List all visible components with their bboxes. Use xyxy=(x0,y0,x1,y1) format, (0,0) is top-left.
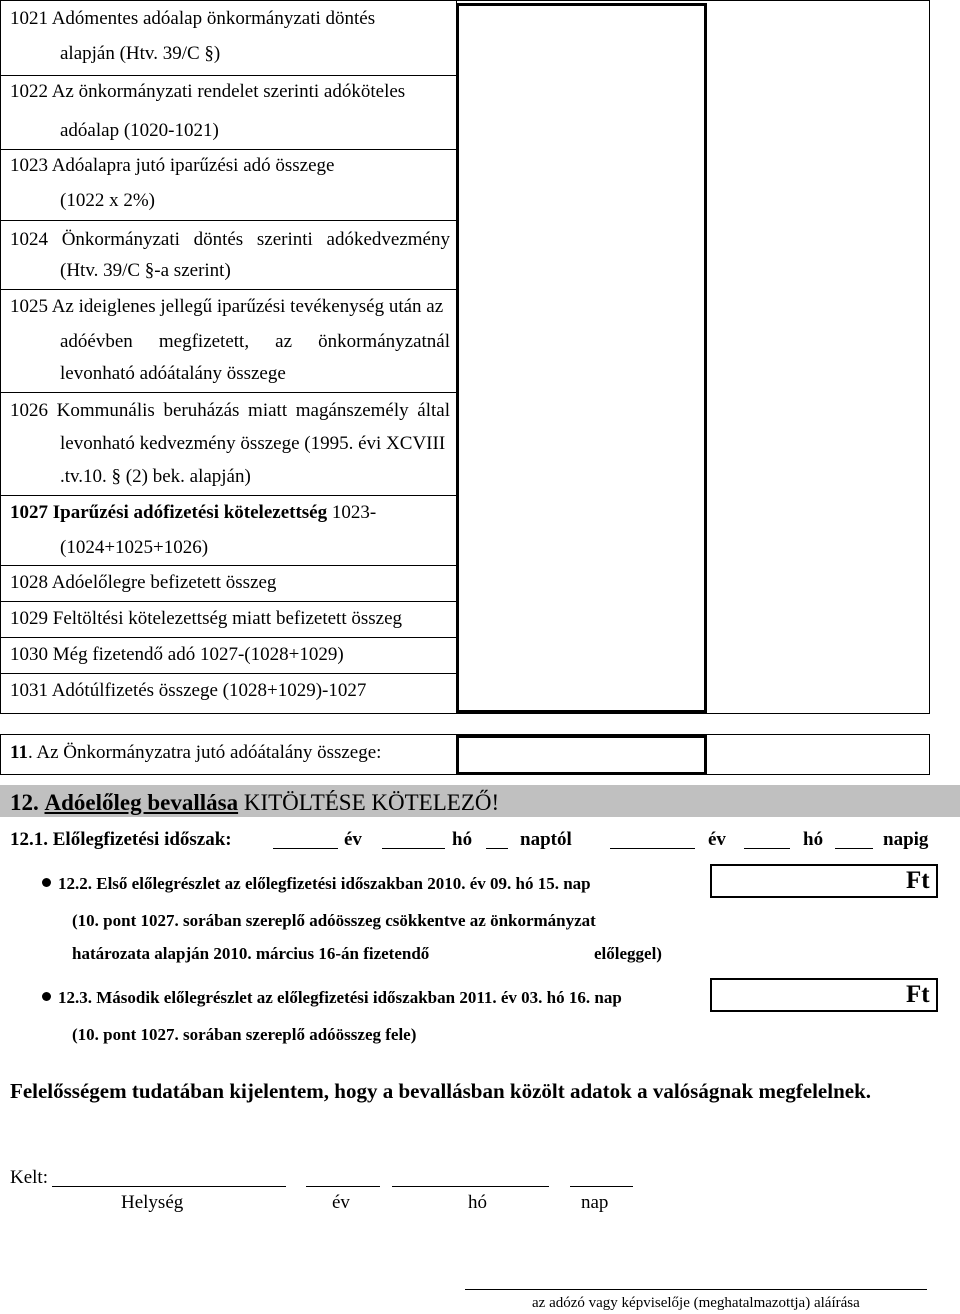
item-12-3-line2: (10. pont 1027. sorában szereplő adóösszeg fele) xyxy=(72,1025,417,1044)
row-1022-line1: 1022 Az önkormányzati rendelet szerinti adóköteles xyxy=(10,81,406,102)
value-box-section-11[interactable] xyxy=(456,735,707,775)
row-1027-bold-label: 1027 Iparűzési adófizetési kötelezettség xyxy=(10,502,328,523)
kelt-label: Kelt: xyxy=(10,1167,48,1188)
period-month-from-field[interactable] xyxy=(382,848,445,849)
row-1023-line1: 1023 Adóalapra jutó iparűzési adó összege xyxy=(10,155,335,176)
item-12-2-line3a: határozata alapján 2010. március 16-án fizetendő xyxy=(72,944,430,963)
row-separator xyxy=(0,289,457,290)
section-12-title xyxy=(10,790,499,816)
row-1027-line2: (1024+1025+1026) xyxy=(60,537,209,558)
period-day-to-field[interactable] xyxy=(835,848,873,849)
row-1023-line2: (1022 x 2%) xyxy=(60,190,155,211)
period-year-from-field[interactable] xyxy=(273,848,338,849)
row-separator xyxy=(0,601,457,602)
value-box-1021-1031[interactable] xyxy=(456,3,707,713)
period-month-to-field[interactable] xyxy=(744,848,790,849)
section-12-number: 12. xyxy=(10,790,39,815)
amount-unit-12-3: Ft xyxy=(906,981,930,1008)
row-separator xyxy=(0,75,457,76)
item-12-2-line3b: előleggel) xyxy=(594,944,662,963)
section-11-text: . Az Önkormányzatra jutó adóátalány összege: xyxy=(27,742,382,763)
row-1025-line3: levonható adóátalány összege xyxy=(60,363,286,384)
ev-label: év xyxy=(332,1192,350,1213)
row-separator xyxy=(0,637,457,638)
row-1031: 1031 Adótúlfizetés összege (1028+1029)-1027 xyxy=(10,680,367,701)
declaration-text: Felelősségem tudatában kijelentem, hogy a bevallásban közölt adatok a valóságnak megfelelnek. xyxy=(10,1079,872,1103)
item-12-3-line1: 12.3. Második előlegrészlet az előlegfizetési időszakban 2011. év 03. hó 16. nap xyxy=(58,988,622,1007)
row-1030: 1030 Még fizetendő adó 1027-(1028+1029) xyxy=(10,644,344,665)
signature-line[interactable] xyxy=(465,1289,927,1290)
row-1021-line1: 1021 Adómentes adóalap önkormányzati döntés xyxy=(10,8,376,29)
amount-unit-12-2: Ft xyxy=(906,867,930,894)
row-1027-formula: 1023- xyxy=(327,502,377,523)
row-separator xyxy=(0,149,457,150)
period-year-to-field[interactable] xyxy=(610,848,695,849)
period-ev-1: év xyxy=(344,829,362,850)
period-day-from-field[interactable] xyxy=(486,848,508,849)
bullet-icon xyxy=(42,992,51,1001)
nap-label: nap xyxy=(581,1192,609,1213)
section-11-label xyxy=(10,742,381,764)
row-separator xyxy=(0,565,457,566)
row-1025-line2: adóévben megfizetett, az önkormányzatnál xyxy=(60,331,450,352)
ho-label: hó xyxy=(468,1192,487,1213)
row-separator xyxy=(0,220,457,221)
item-12-2-line1: 12.2. Első előlegrészlet az előlegfizetési időszakban 2010. év 09. hó 15. nap xyxy=(58,874,591,893)
row-separator xyxy=(0,673,457,674)
row-1021-line2: alapján (Htv. 39/C §) xyxy=(60,43,221,64)
row-1024-line1: 1024 Önkormányzati döntés szerinti adókedvezmény xyxy=(10,229,450,250)
section-12-title-underlined: Adóelőleg bevallása xyxy=(44,790,239,815)
signer-caption: az adózó vagy képviselője (meghatalmazottja) aláírása xyxy=(532,1295,860,1311)
row-1026-line3: .tv.10. § (2) bek. alapján) xyxy=(60,466,251,487)
period-ho-1: hó xyxy=(452,829,473,850)
row-1025-line1: 1025 Az ideiglenes jellegű iparűzési tevékenység után az xyxy=(10,296,444,317)
section-11-number: 11 xyxy=(10,742,28,763)
row-1027-line1 xyxy=(10,502,376,524)
day-field[interactable] xyxy=(570,1186,633,1187)
helyseg-label: Helység xyxy=(121,1192,184,1213)
year-field[interactable] xyxy=(306,1186,380,1187)
item-12-2-line2: (10. pont 1027. sorában szereplő adóösszeg csökkentve az önkormányzat xyxy=(72,911,596,930)
section-12-title-rest: KITÖLTÉSE KÖTELEZŐ! xyxy=(238,790,500,815)
period-ev-2: év xyxy=(708,829,726,850)
row-1026-line1: 1026 Kommunális beruházás miatt magánszemély által xyxy=(10,400,450,421)
row-separator xyxy=(0,495,457,496)
period-label: 12.1. Előlegfizetési időszak: xyxy=(10,829,232,850)
amount-box-12-3[interactable] xyxy=(710,978,938,1012)
month-field[interactable] xyxy=(392,1186,549,1187)
amount-box-12-2[interactable] xyxy=(710,864,938,898)
period-napig: napig xyxy=(883,829,929,850)
place-field[interactable] xyxy=(52,1186,286,1187)
period-ho-2: hó xyxy=(803,829,824,850)
row-separator xyxy=(0,392,457,393)
row-1024-line2: (Htv. 39/C §-a szerint) xyxy=(60,260,231,281)
row-1029: 1029 Feltöltési kötelezettség miatt befizetett összeg xyxy=(10,608,403,629)
row-1026-line2: levonható kedvezmény összege (1995. évi XCVIII xyxy=(60,433,446,454)
bullet-icon xyxy=(42,878,51,887)
period-naptol: naptól xyxy=(520,829,572,850)
row-1028: 1028 Adóelőlegre befizetett összeg xyxy=(10,572,277,593)
row-1022-line2: adóalap (1020-1021) xyxy=(60,120,219,141)
